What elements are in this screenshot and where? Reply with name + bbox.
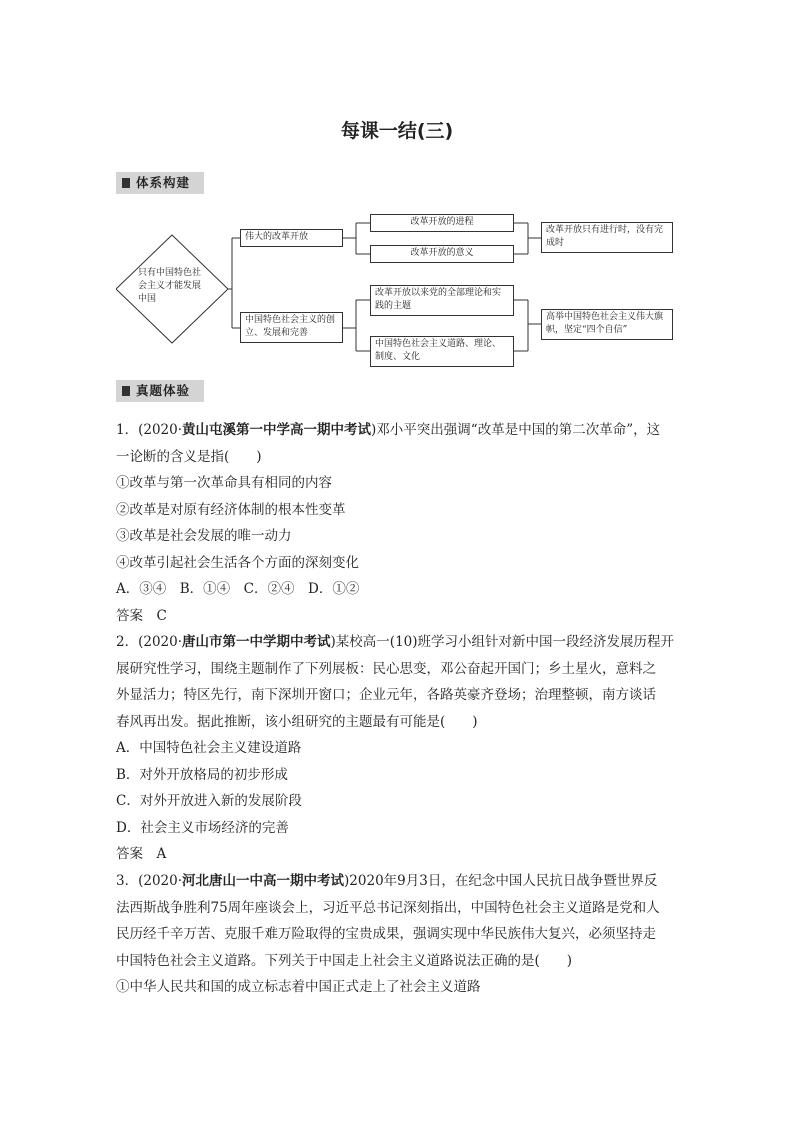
question-stem-line: 法西斯战争胜利75周年座谈会上，习近平总书记深刻指出，中国特色社会主义道路是党和人 <box>116 899 660 916</box>
question-1 <box>116 417 678 629</box>
section-marker-icon <box>122 178 130 188</box>
question-2 <box>116 629 678 868</box>
question-option: C．对外开放进入新的发展阶段 <box>116 793 302 809</box>
question-item: ①改革与第一次革命具有相同的内容 <box>116 475 332 491</box>
source-suffix: ) <box>371 422 377 438</box>
question-stem: 2020年9月3日，在纪念中国人民抗日战争暨世界反 <box>349 873 658 889</box>
branch2-node: 中国特色社会主义的创立、发展和完善 <box>240 312 343 343</box>
question-stem-line: 一论断的含义是指( ) <box>116 448 262 465</box>
question-options: A．③④ B．①④ C．②④ D．①② <box>116 581 360 597</box>
question-option: D．社会主义市场经济的完善 <box>116 819 289 836</box>
question-stem-line: 外显活力；特区先行，南下深圳开窗口；企业元年，各路英豪齐登场；治理整顿，南方谈话 <box>116 687 656 703</box>
branch1-result-node: 改革开放只有进行时，没有完成时 <box>541 222 673 253</box>
answer-label: 答案 <box>116 846 143 862</box>
question-source: 黄山屯溪第一中学高一期中考试 <box>182 422 372 438</box>
source-prefix: (2020· <box>138 422 183 438</box>
answer-label: 答案 <box>116 607 143 624</box>
branch2-result-node: 高举中国特色社会主义伟大旗帜，坚定“四个自信” <box>541 309 673 340</box>
section-header-system <box>116 172 204 194</box>
question-item: ①中华人民共和国的成立标志着中国正式走上了社会主义道路 <box>116 979 481 995</box>
question-option: B．对外开放格局的初步形成 <box>116 766 288 783</box>
section-label: 体系构建 <box>136 175 191 190</box>
answer-value: C <box>156 607 167 624</box>
question-option: A．中国特色社会主义建设道路 <box>116 740 302 756</box>
source-suffix: ) <box>330 634 336 650</box>
question-item: ③改革是社会发展的唯一动力 <box>116 528 292 544</box>
question-stem-line <box>116 629 678 656</box>
answer-value: A <box>156 846 167 862</box>
question-3 <box>116 868 678 1001</box>
question-stem-line <box>116 868 678 895</box>
question-number: 3． <box>116 873 139 889</box>
source-prefix: (2020· <box>138 634 183 650</box>
branch2-child-node: 改革开放以来党的全部理论和实践的主题 <box>370 285 514 316</box>
branch1-node: 伟大的改革开放 <box>240 229 343 247</box>
concept-diagram <box>116 205 686 375</box>
center-node: 只有中国特色社会主义才能发展中国 <box>138 268 202 304</box>
question-number: 1． <box>116 422 139 438</box>
section-header-exam <box>116 380 204 402</box>
question-stem-line: 春风再出发。据此推断，该小组研究的主题最有可能是( ) <box>116 713 478 730</box>
question-item: ④改革引起社会生活各个方面的深刻变化 <box>116 554 359 571</box>
question-stem-line: 展研究性学习，围绕主题制作了下列展板：民心思变，邓公奋起开国门；乡土星火，意料之 <box>116 660 656 677</box>
branch2-child-node: 中国特色社会主义道路、理论、制度、文化 <box>370 336 514 367</box>
branch1-child-node: 改革开放的进程 <box>370 214 514 232</box>
question-stem-line: 中国特色社会主义道路。下列关于中国走上社会主义道路说法正确的是( ) <box>116 952 573 969</box>
question-source: 河北唐山一中高一期中考试 <box>182 873 345 889</box>
question-stem: 某校高一(10)班学习小组针对新中国一段经济发展历程开 <box>335 634 675 650</box>
answer-line <box>116 603 678 630</box>
question-number: 2． <box>116 634 139 650</box>
question-stem-line <box>116 417 678 444</box>
answer-line <box>116 841 678 868</box>
branch1-child-node: 改革开放的意义 <box>370 245 514 263</box>
section-marker-icon <box>122 386 130 396</box>
question-source: 唐山市第一中学期中考试 <box>182 634 331 650</box>
source-prefix: (2020· <box>138 873 183 889</box>
page-title: 每课一结(三) <box>340 120 454 142</box>
section-label: 真题体验 <box>136 383 191 398</box>
question-item: ②改革是对原有经济体制的根本性变革 <box>116 501 346 518</box>
source-suffix: ) <box>344 873 350 889</box>
question-stem: 邓小平突出强调“改革是中国的第二次革命”，这 <box>376 422 661 438</box>
question-stem-line: 民历经千辛万苦、克服千难万险取得的宝贵成果，强调实现中华民族伟大复兴，必须坚持走 <box>116 926 656 942</box>
